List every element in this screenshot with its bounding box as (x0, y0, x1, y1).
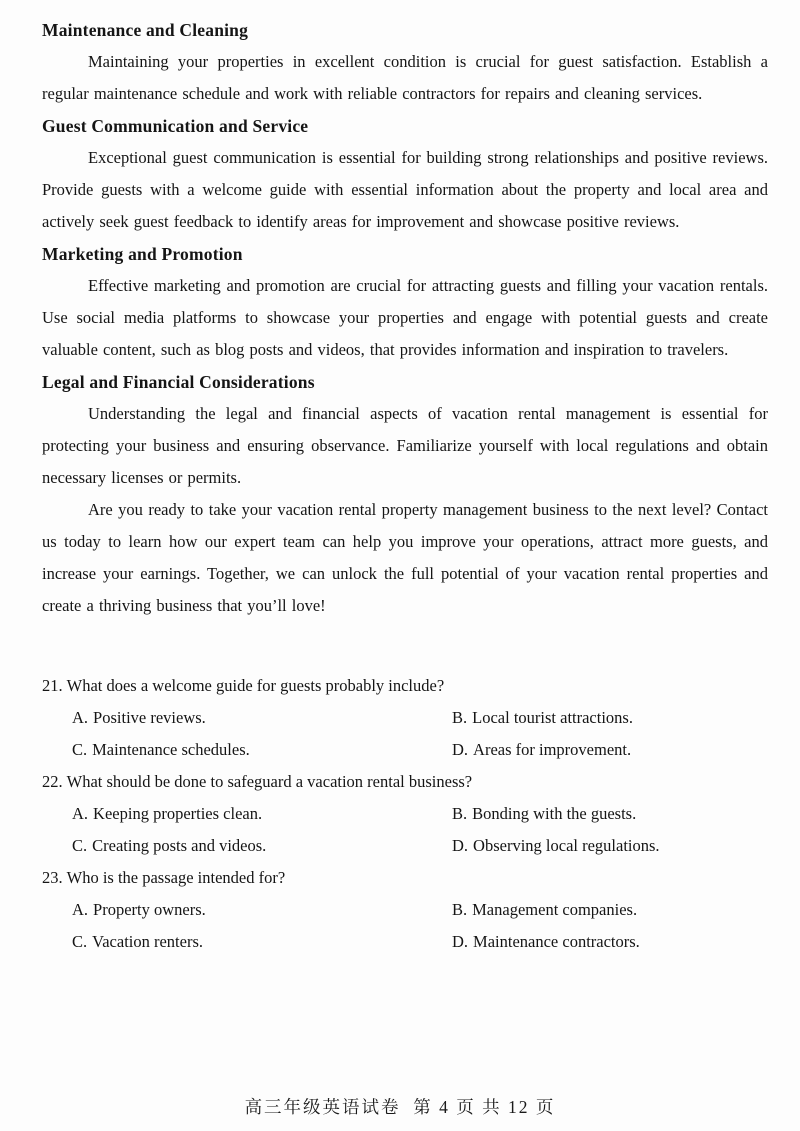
option-row (42, 894, 768, 926)
option-text: Local tourist attractions. (472, 708, 633, 727)
section-paragraph: Maintaining your properties in excellent condition is crucial for guest satisfaction. Establish a regular maintenance schedule and work with reliable contractors for repairs and cleaning services. (42, 52, 768, 103)
option-b (452, 702, 633, 734)
option-label: A. (72, 804, 89, 823)
option-label: A. (72, 708, 89, 727)
option-c (72, 926, 452, 958)
option-label: B. (452, 804, 468, 823)
option-label: C. (72, 932, 88, 951)
section-heading-marketing: Marketing and Promotion (42, 244, 243, 264)
question-number: 21. (42, 676, 63, 695)
option-c (72, 830, 452, 862)
option-row (42, 926, 768, 958)
option-text: Management companies. (472, 900, 638, 919)
option-d (452, 734, 631, 766)
question-number: 23. (42, 868, 63, 887)
option-d (452, 926, 640, 958)
option-label: D. (452, 932, 469, 951)
option-a (72, 798, 452, 830)
closing-paragraph: Are you ready to take your vacation rental property management business to the next level? Contact us today to learn how our expert team can help you improve your operations, attract more guests, and increase your earnings. Together, we can unlock the full potential of your vacation rental properties and create a thriving business that you’ll love! (42, 500, 768, 615)
option-label: D. (452, 740, 469, 759)
option-text: Bonding with the guests. (472, 804, 637, 823)
questions-section (42, 670, 768, 958)
question-stem: Who is the passage intended for? (66, 868, 286, 887)
page-footer: 高三年级英语试卷 第 4 页 共 12 页 (244, 1097, 556, 1117)
question-text (42, 766, 768, 798)
option-a (72, 702, 452, 734)
option-text: Maintenance schedules. (92, 740, 250, 759)
section-heading-guest-communication: Guest Communication and Service (42, 116, 309, 136)
option-label: A. (72, 900, 89, 919)
section-paragraph: Understanding the legal and financial aspects of vacation rental management is essential for protecting your business and ensuring observance. Familiarize yourself with local regulations and obtain necessary licenses or permits. (42, 404, 768, 487)
option-d (452, 830, 660, 862)
option-row (42, 734, 768, 766)
option-text: Areas for improvement. (473, 740, 632, 759)
option-text: Keeping properties clean. (93, 804, 263, 823)
question-stem: What does a welcome guide for guests probably include? (66, 676, 445, 695)
section-heading-legal-financial: Legal and Financial Considerations (42, 372, 315, 392)
question-23 (42, 862, 768, 958)
option-text: Vacation renters. (92, 932, 204, 951)
section-paragraph: Effective marketing and promotion are crucial for attracting guests and filling your vacation rentals. Use social media platforms to showcase your properties and engage with potential guests and create valuable content, such as blog posts and videos, that provides information and inspiration to travelers. (42, 276, 768, 359)
option-label: B. (452, 708, 468, 727)
question-21 (42, 670, 768, 766)
option-text: Property owners. (93, 900, 206, 919)
option-text: Maintenance contractors. (473, 932, 640, 951)
option-row (42, 798, 768, 830)
option-c (72, 734, 452, 766)
question-22 (42, 766, 768, 862)
section-heading-maintenance: Maintenance and Cleaning (42, 20, 249, 40)
option-text: Observing local regulations. (473, 836, 660, 855)
option-row (42, 830, 768, 862)
option-text: Creating posts and videos. (92, 836, 267, 855)
question-stem: What should be done to safeguard a vacation rental business? (66, 772, 473, 791)
question-text (42, 670, 768, 702)
option-a (72, 894, 452, 926)
section-paragraph: Exceptional guest communication is essential for building strong relationships and positive reviews. Provide guests with a welcome guide with essential information about the property and local area and actively seek guest feedback to identify areas for improvement and showcase positive reviews. (42, 148, 768, 231)
question-number: 22. (42, 772, 63, 791)
option-row (42, 702, 768, 734)
option-label: C. (72, 836, 88, 855)
option-label: B. (452, 900, 468, 919)
option-b (452, 894, 637, 926)
option-label: C. (72, 740, 88, 759)
question-text (42, 862, 768, 894)
option-label: D. (452, 836, 469, 855)
option-text: Positive reviews. (93, 708, 206, 727)
option-b (452, 798, 636, 830)
